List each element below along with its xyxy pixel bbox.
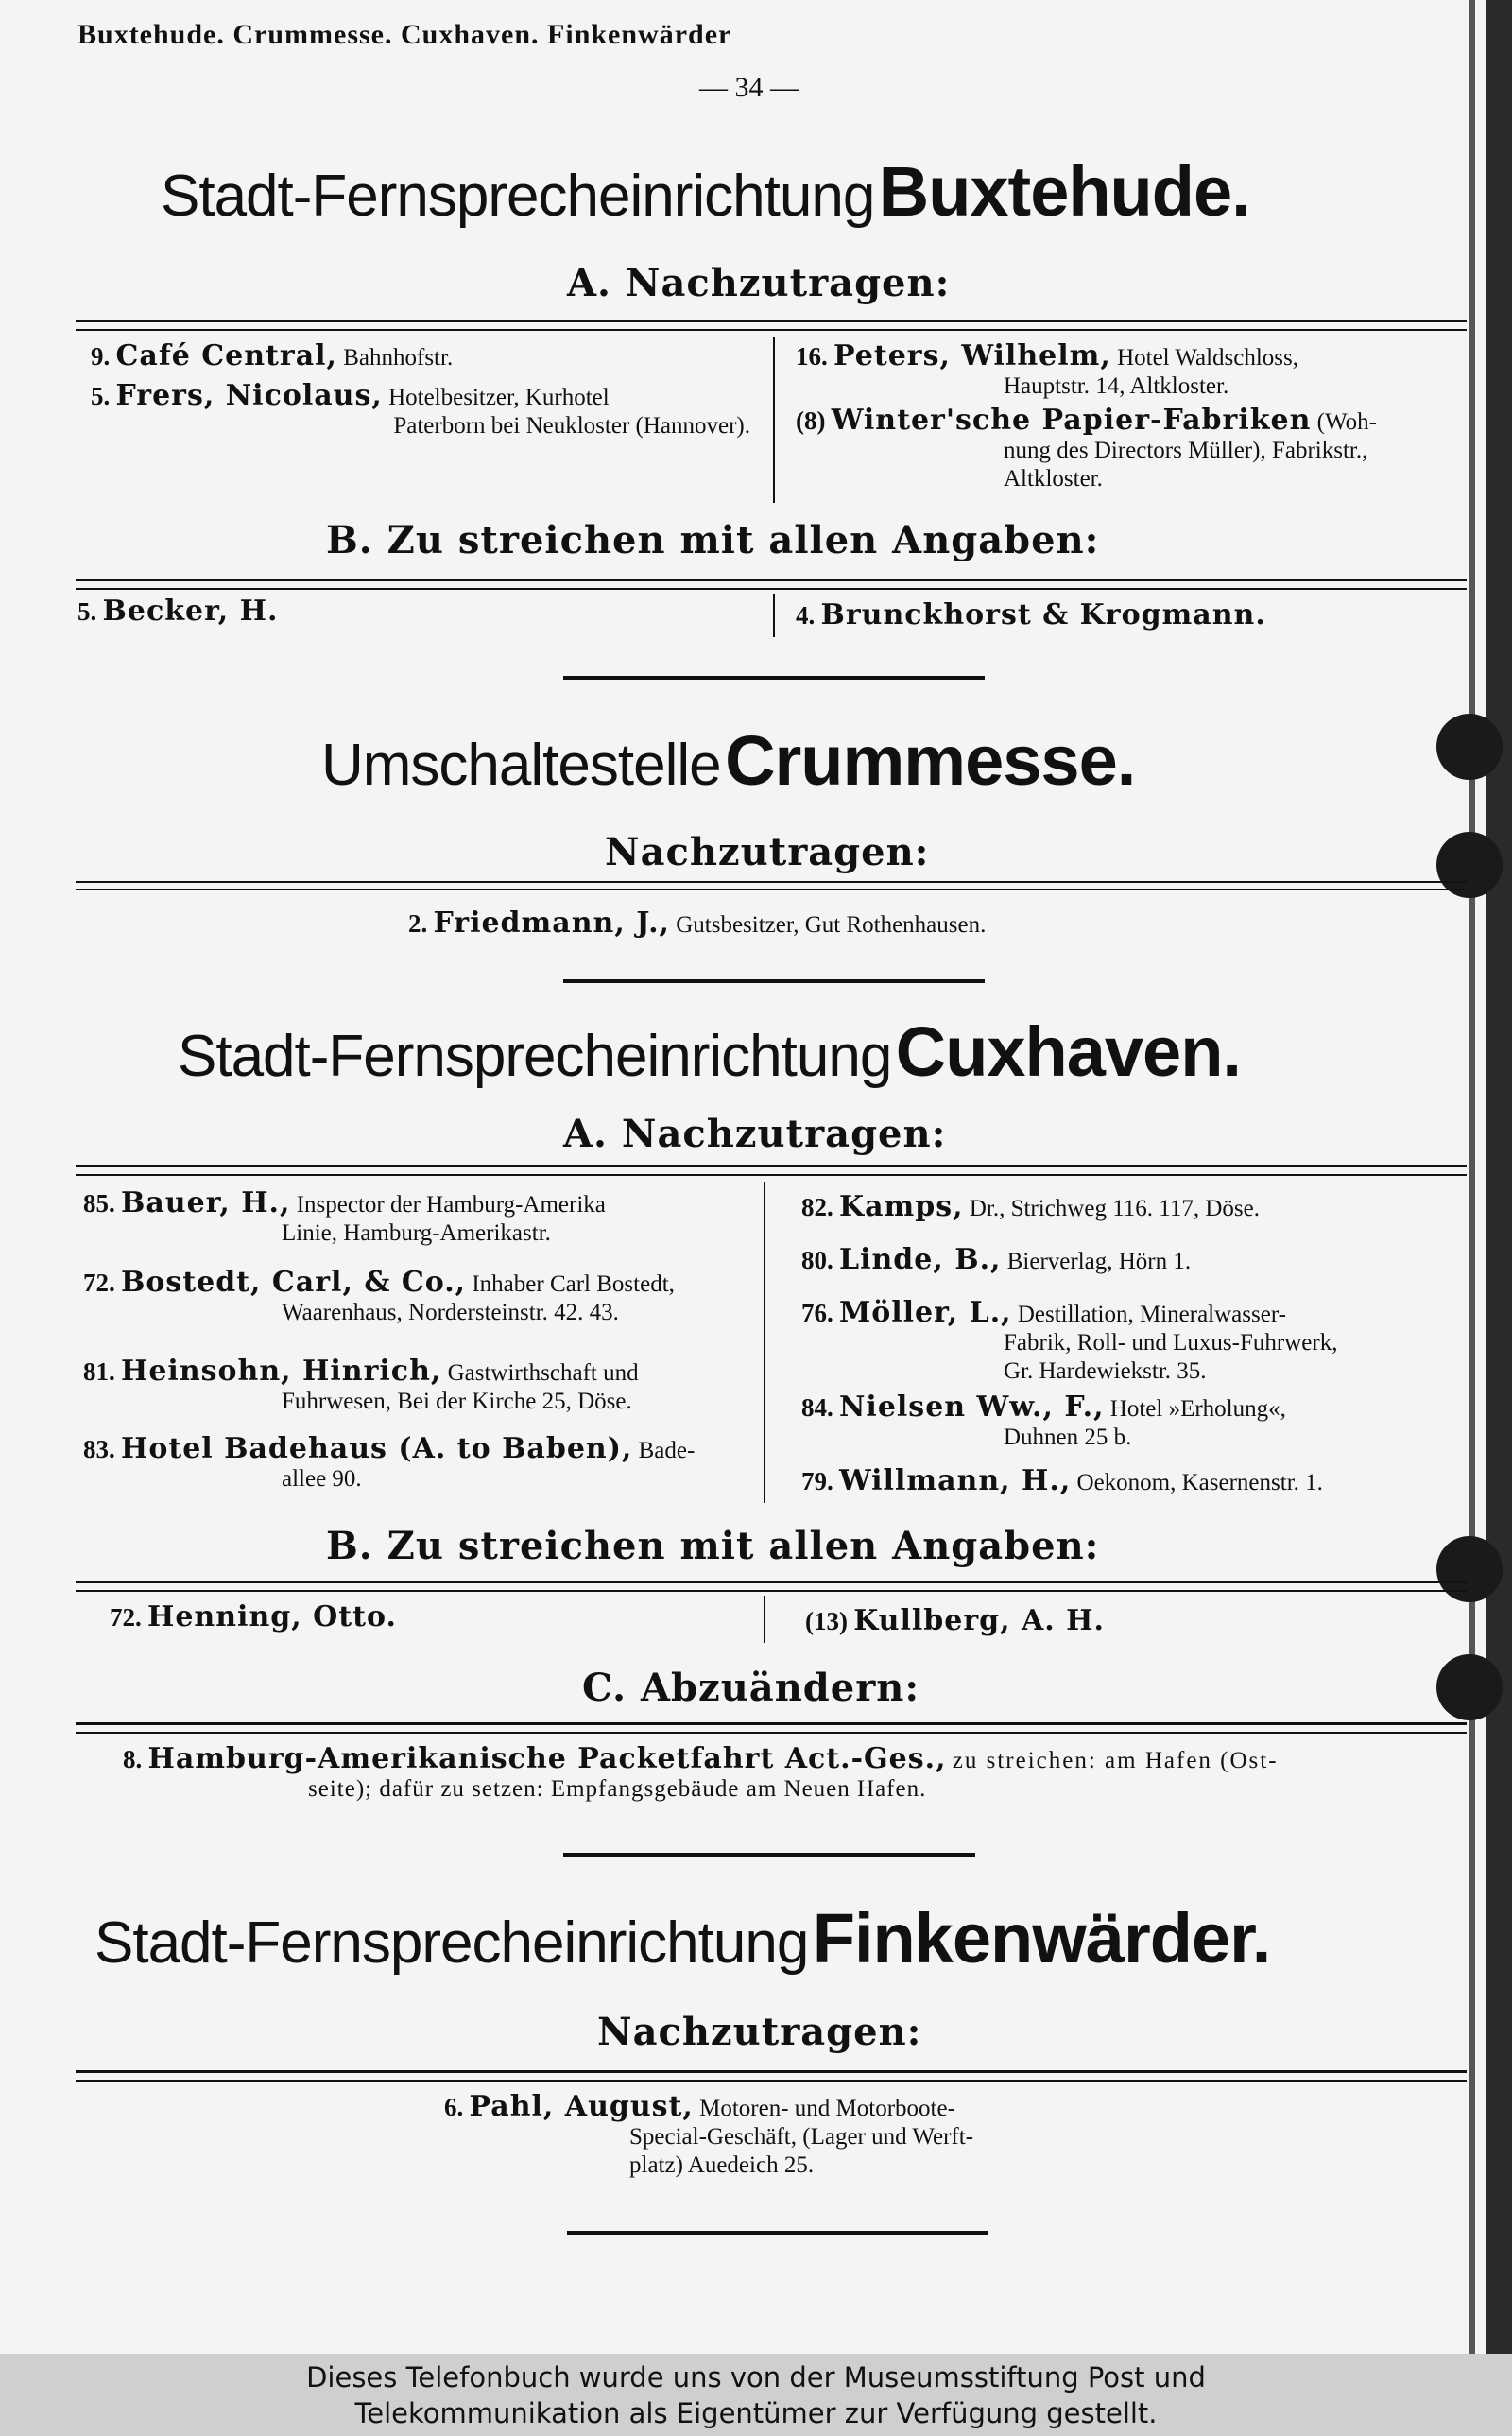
rule [76,1581,1467,1583]
list-item: 16. Peters, Wilhelm, Hotel Waldschloss, Hauptstr. 14, Altkloster. [796,339,1299,399]
list-item: 5. Becker, H. [77,595,279,628]
crummesse-title [321,720,1135,801]
rule [76,1732,1467,1734]
page-edge-shadow [1469,0,1475,2354]
list-item: 5. Frers, Nicolaus, Hotelbesitzer, Kurhotel Paterborn bei Neukloster (Hannover). [91,379,750,439]
list-item: 82. Kamps, Dr., Strichweg 116. 117, Döse. [801,1190,1260,1223]
title-prefix: Umschaltestelle [321,733,721,798]
list-item: 6. Pahl, August, Motoren- und Motorboote- Special-Geschäft, (Lager und Werft- platz) Auedeich 25. [444,2090,974,2178]
title-prefix: Stadt-Fernsprecheinrichtung [161,164,875,229]
rule [76,889,1467,890]
buxtehude-section-a: A. Nachzutragen: [567,261,951,305]
rule [76,1590,1467,1592]
list-item: 84. Nielsen Ww., F., Hotel »Erholung«, Duhnen 25 b. [801,1391,1286,1450]
rule [76,2070,1467,2073]
cuxhaven-section-a: A. Nachzutragen: [563,1112,947,1156]
rule [76,329,1467,331]
cuxhaven-section-b: B. Zu streichen mit allen Angaben: [326,1524,1100,1568]
footer-line: Dieses Telefonbuch wurde uns von der Museumsstiftung Post und [306,2361,1206,2393]
column-divider [764,1182,765,1503]
list-item: 76. Möller, L., Destillation, Mineralwasser- Fabrik, Roll- und Luxus-Fuhrwerk, Gr. Hardewiekstr. 35. [801,1296,1338,1384]
title-prefix: Stadt-Fernsprecheinrichtung [178,1024,892,1089]
binding-clip [1436,1654,1503,1720]
list-item: 80. Linde, B., Bierverlag, Hörn 1. [801,1243,1192,1276]
list-item: 72. Henning, Otto. [110,1600,397,1633]
buxtehude-section-b: B. Zu streichen mit allen Angaben: [326,518,1100,562]
rule [76,320,1467,322]
list-item: 8. Hamburg-Amerikanische Packetfahrt Act.-Ges., zu streichen: am Hafen (Ost- seite); dafür zu setzen: Empfangsgebäude am Neuen Hafen. [123,1742,1279,1802]
divider [563,676,985,680]
cuxhaven-section-c: C. Abzuändern: [582,1666,920,1710]
list-item: 9. Café Central, Bahnhofstr. [91,339,454,372]
divider [563,979,985,983]
list-item: (8) Winter'sche Papier-Fabriken (Woh- nung des Directors Müller), Fabrikstr., Altkloster. [796,404,1377,492]
title-name: Finkenwärder. [812,1899,1271,1978]
column-divider [773,337,775,503]
list-item: 2. Friedmann, J., Gutsbesitzer, Gut Rothenhausen. [408,907,987,940]
rule [76,588,1467,590]
divider [567,2231,988,2235]
rule [76,579,1467,581]
list-item: 4. Brunckhorst & Krogmann. [796,598,1266,631]
cuxhaven-title [178,1011,1241,1092]
title-name: Buxtehude. [878,152,1250,231]
title-prefix: Stadt-Fernsprecheinrichtung [94,1910,809,1976]
list-item: 83. Hotel Badehaus (A. to Baben), Bade- allee 90. [83,1432,696,1492]
rule [76,2080,1467,2082]
attribution-footer [0,2354,1512,2436]
list-item: (13) Kullberg, A. H. [805,1604,1105,1637]
finkenwaerder-title [94,1898,1270,1978]
list-item: 81. Heinsohn, Hinrich, Gastwirthschaft und Fuhrwesen, Bei der Kirche 25, Döse. [83,1355,639,1414]
column-divider [764,1596,765,1643]
title-name: Cuxhaven. [895,1012,1241,1091]
rule [76,1165,1467,1167]
binding-clip [1436,1536,1503,1602]
running-head: Buxtehude. Crummesse. Cuxhaven. Finkenwärder [77,19,732,50]
rule [76,1174,1467,1176]
crummesse-section: Nachzutragen: [605,830,930,874]
rule [76,1722,1467,1725]
page-number: — 34 — [699,72,799,103]
list-item: 72. Bostedt, Carl, & Co., Inhaber Carl Bostedt, Waarenhaus, Nordersteinstr. 42. 43. [83,1266,675,1325]
book-spine-edge [1486,0,1512,2354]
list-item: 85. Bauer, H., Inspector der Hamburg-Amerika Linie, Hamburg-Amerikastr. [83,1186,606,1246]
footer-line: Telekommunikation als Eigentümer zur Verfügung gestellt. [354,2397,1158,2429]
rule [76,881,1467,883]
finkenwaerder-section: Nachzutragen: [597,2010,922,2054]
divider [563,1853,975,1857]
column-divider [773,594,775,637]
list-item: 79. Willmann, H., Oekonom, Kasernenstr. 1. [801,1464,1323,1497]
title-name: Crummesse. [725,721,1136,800]
binding-clip [1436,714,1503,780]
buxtehude-title [161,151,1250,232]
